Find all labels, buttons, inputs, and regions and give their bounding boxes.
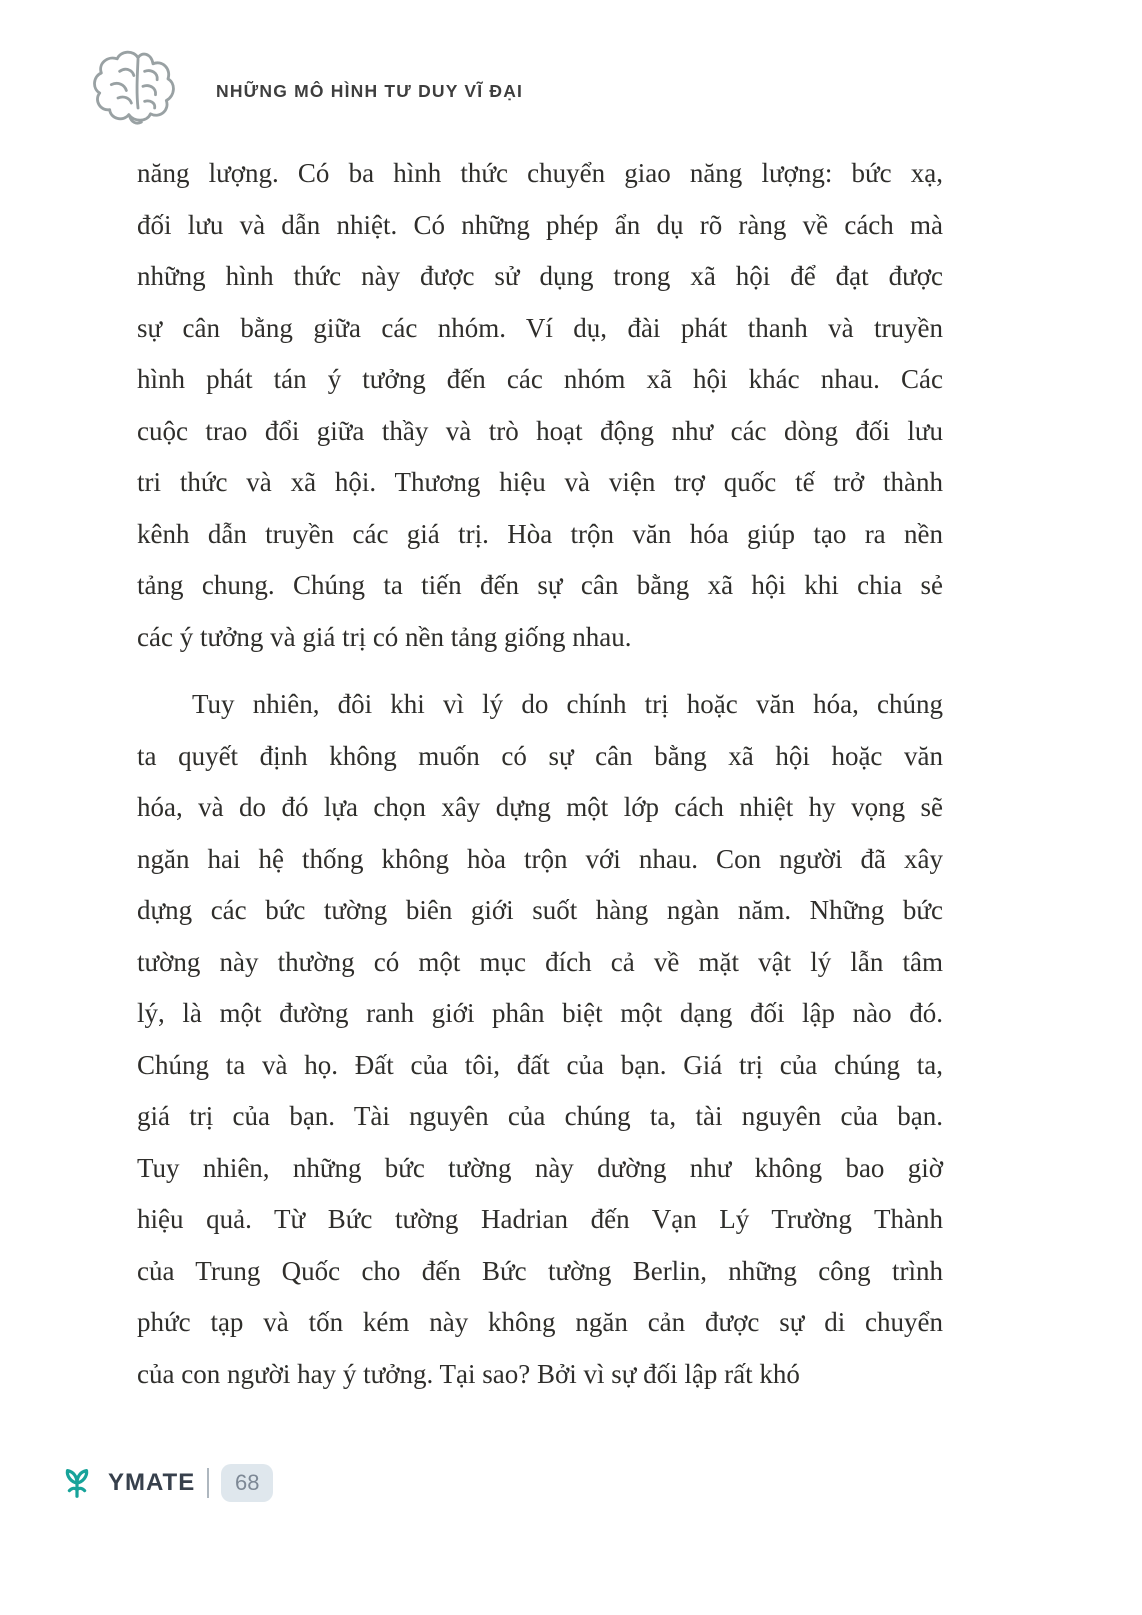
text-line: đối lưu và dẫn nhiệt. Có những phép ẩn dụ rõ ràng về cách mà xyxy=(137,209,943,240)
text-line: giá trị của bạn. Tài nguyên của chúng ta, tài nguyên của bạn. xyxy=(137,1101,943,1131)
ymate-logo-icon xyxy=(58,1464,96,1502)
text-line: kênh dẫn truyền các giá trị. Hòa trộn văn hóa giúp tạo ra nền xyxy=(137,518,943,549)
text-line: tảng chung. Chúng ta tiến đến sự cân bằng xã hội khi chia sẻ xyxy=(137,570,943,600)
text-line: các ý tưởng và giá trị có nền tảng giống nhau. xyxy=(137,621,632,652)
text-line: dựng các bức tường biên giới suốt hàng ngàn năm. Những bức xyxy=(137,895,943,925)
brand-name: YMATE xyxy=(108,1469,196,1496)
text-line: những hình thức này được sử dụng trong xã hội để đạt được xyxy=(137,261,943,291)
text-line: tri thức và xã hội. Thương hiệu và viện trợ quốc tế trở thành xyxy=(137,467,943,497)
text-line: tường này thường có một mục đích cả về mặt vật lý lẫn tâm xyxy=(137,946,943,977)
page-footer xyxy=(58,1464,273,1502)
text-line: hình phát tán ý tưởng đến các nhóm xã hội khác nhau. Các xyxy=(137,364,943,394)
page-number-badge: 68 xyxy=(221,1464,273,1502)
text-line: sự cân bằng giữa các nhóm. Ví dụ, đài phát thanh và truyền xyxy=(137,312,943,343)
text-line: cuộc trao đổi giữa thầy và trò hoạt động như các dòng đối lưu xyxy=(137,415,943,446)
footer-divider xyxy=(207,1468,209,1498)
page-header xyxy=(88,44,523,132)
text-line: ta quyết định không muốn có sự cân bằng xã hội hoặc văn xyxy=(137,740,943,771)
page-body xyxy=(137,148,943,1416)
text-line: Tuy nhiên, đôi khi vì lý do chính trị hoặc văn hóa, chúng xyxy=(192,689,943,719)
text-line: phức tạp và tốn kém này không ngăn cản được sự di chuyển xyxy=(137,1307,943,1337)
text-line: lý, là một đường ranh giới phân biệt một dạng đối lập nào đó. xyxy=(137,998,943,1028)
text-line: Chúng ta và họ. Đất của tôi, đất của bạn. Giá trị của chúng ta, xyxy=(137,1049,943,1080)
text-line: hiệu quả. Từ Bức tường Hadrian đến Vạn Lý Trường Thành xyxy=(137,1204,943,1234)
text-line: năng lượng. Có ba hình thức chuyển giao năng lượng: bức xạ, xyxy=(137,158,943,188)
paragraph xyxy=(137,679,943,1400)
text-line: hóa, và do đó lựa chọn xây dựng một lớp cách nhiệt hy vọng sẽ xyxy=(137,792,943,822)
book-title: NHỮNG MÔ HÌNH TƯ DUY VĨ ĐẠI xyxy=(216,80,524,101)
text-line: của con người hay ý tưởng. Tại sao? Bởi vì sự đối lập rất khó xyxy=(137,1358,800,1389)
brain-icon xyxy=(88,44,188,132)
text-line: Tuy nhiên, những bức tường này dường như không bao giờ xyxy=(137,1152,943,1183)
paragraph xyxy=(137,148,943,663)
text-line: của Trung Quốc cho đến Bức tường Berlin, những công trình xyxy=(137,1255,943,1286)
text-line: ngăn hai hệ thống không hòa trộn với nhau. Con người đã xây xyxy=(137,843,943,874)
